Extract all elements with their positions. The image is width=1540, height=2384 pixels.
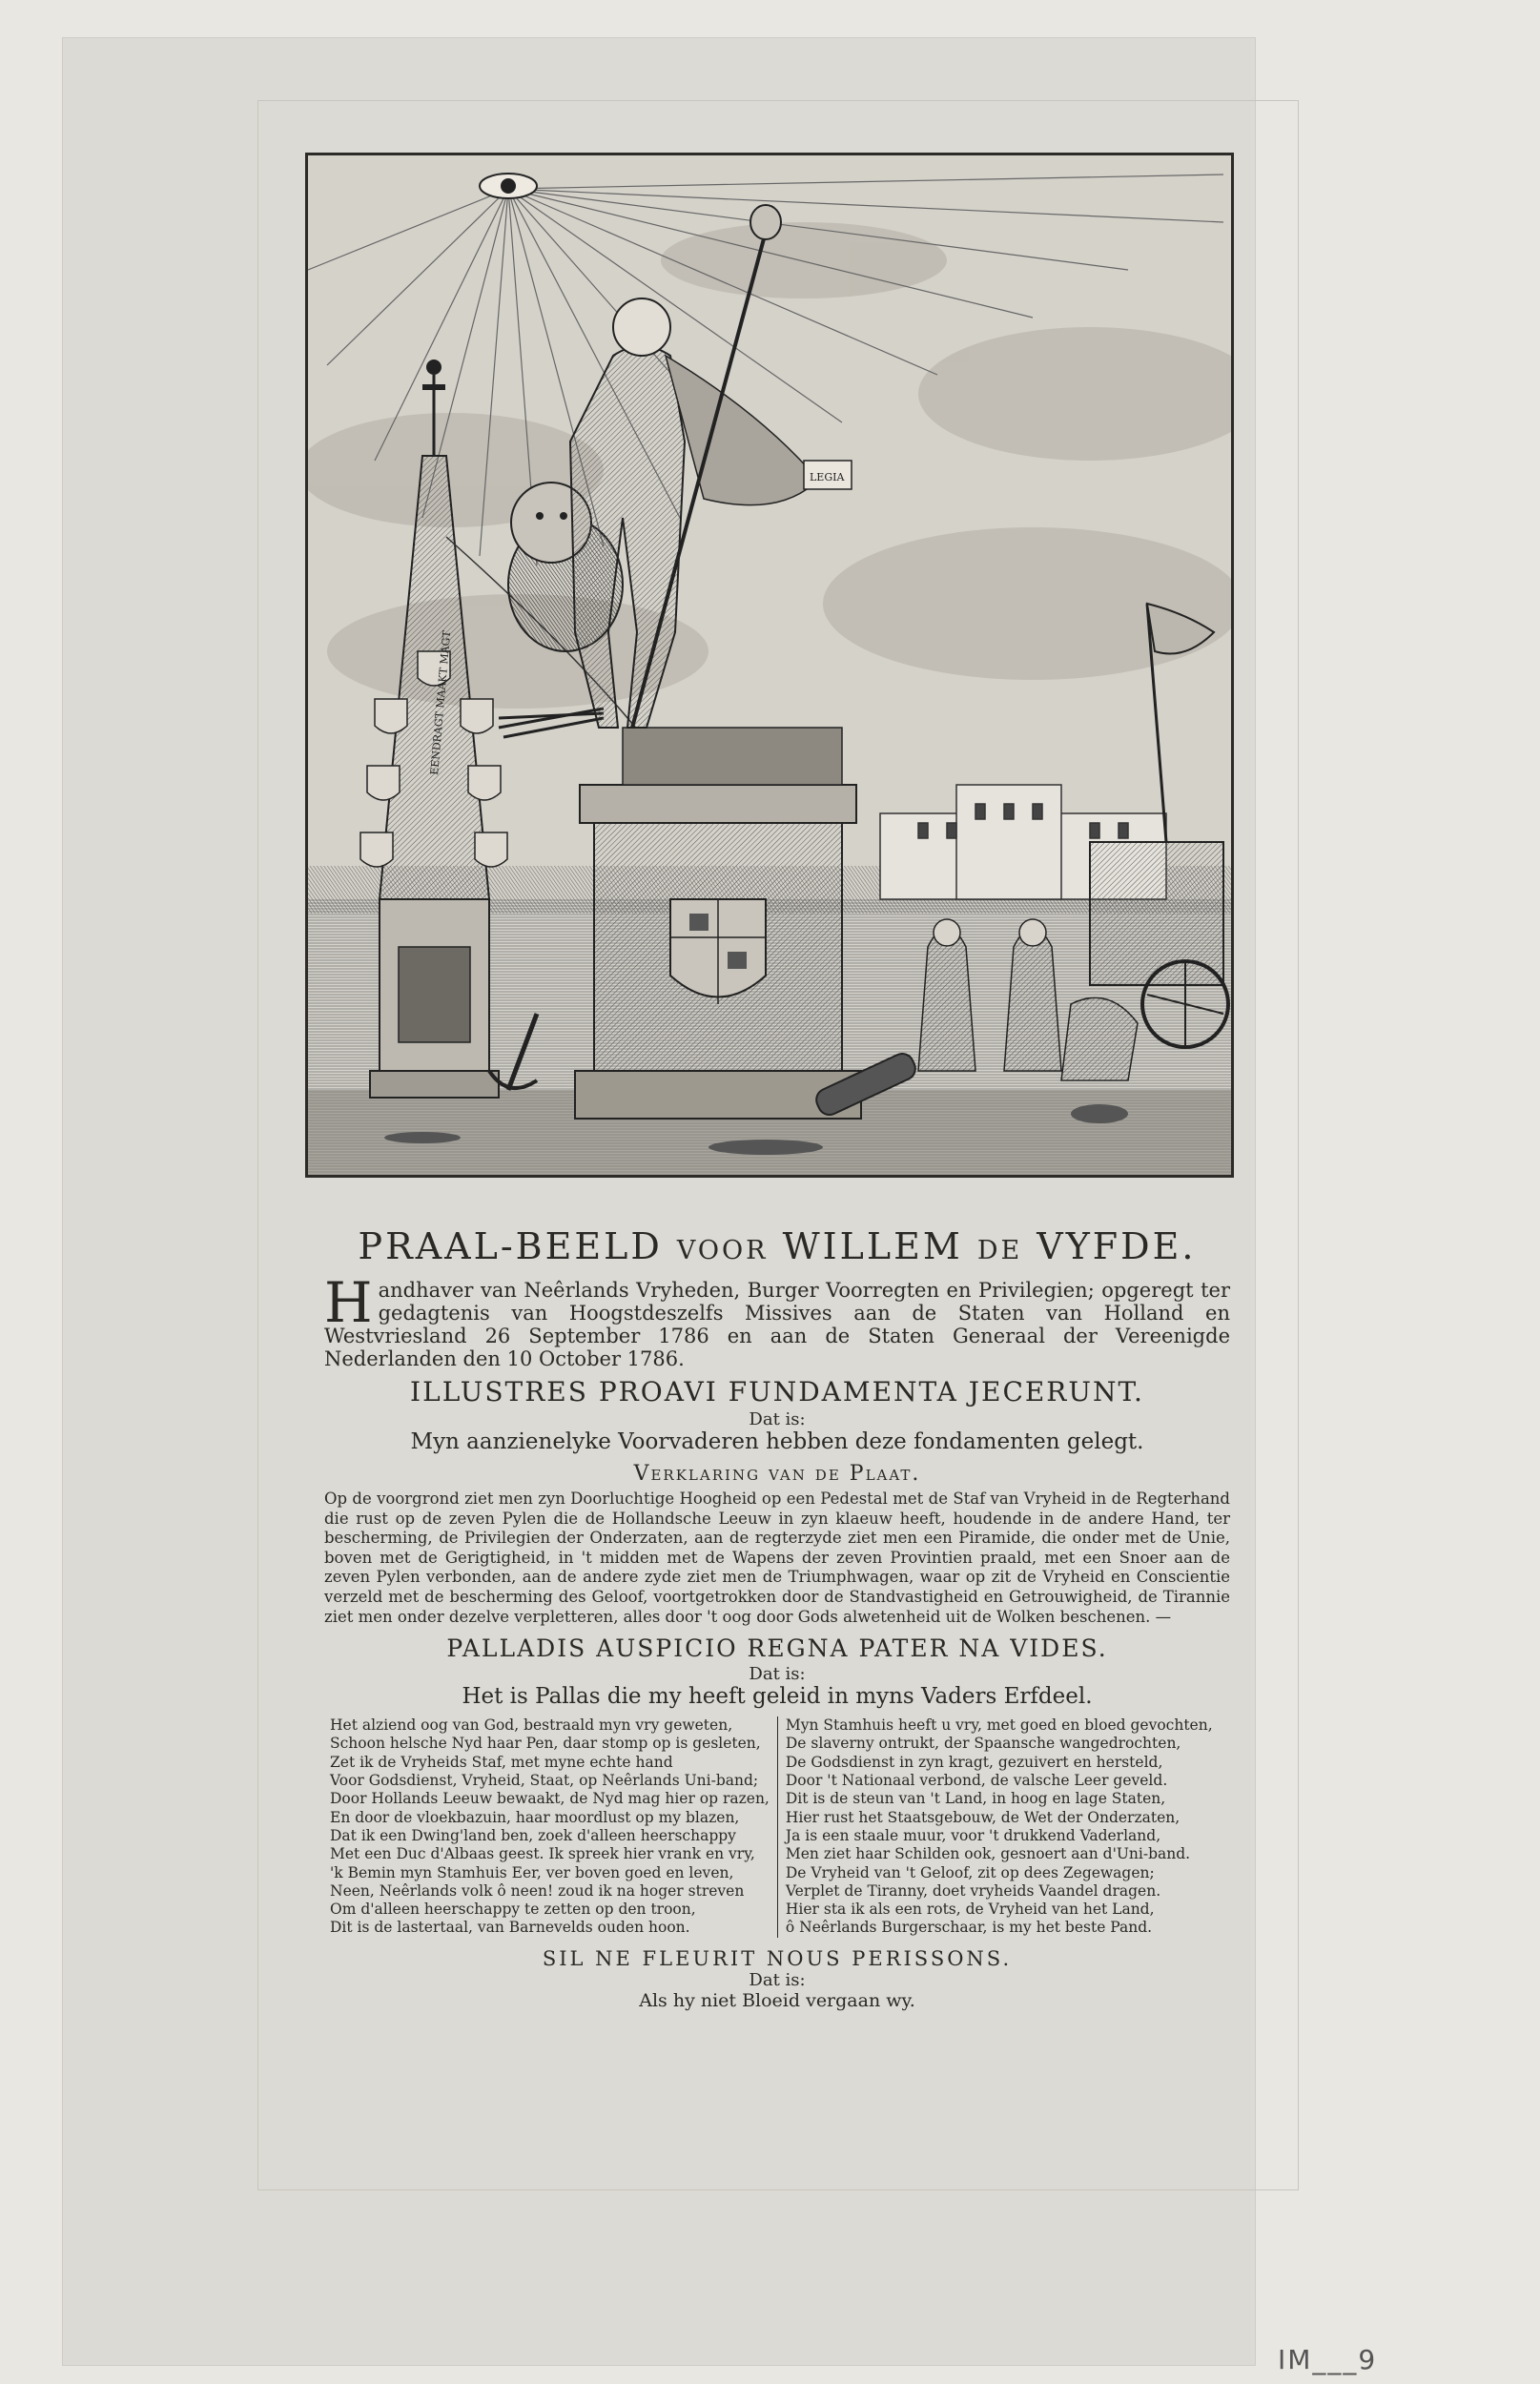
explanation-text: Op de voorgrond ziet men zyn Doorluchtige Hoogheid op een Pedestal met de Staf van Vryheid in de Regterhand die rust op de zeven Pylen die de Hollandsche Leeuw in zyn klaeuw heeft, houdende in de andere Hand, ter bescherming, de Privilegien der Onderzaten, aan de regterzyde ziet men een Piramide, die onder met de Unie, boven met de Gerigtigheid, in 't midden met de Wapens der zeven Provintien praald, met een Snoer aan de zeven Pylen verbonden, aan de andere zyde ziet men de Triumphwagen, waar op zit de Vryheid en Conscientie verzeld met de bescherming des Geloof, voortgetrokken door de Standvastigheid en Getrouwigheid, de Tirannie ziet men onder dezelve verpletteren, alles door 't oog door Gods alwetenheid uit de Wolken beschenen. — — [324, 1490, 1230, 1626]
poem-line: Ja is een staale muur, voor 't drukkend Vaderland, — [785, 1826, 1161, 1844]
obelisk-inscription: EENDRAGT MAAKT MAGT — [428, 629, 454, 776]
poem-line: Dit is de steun van 't Land, in hoog en lage Staten, — [785, 1790, 1166, 1808]
pedestal — [575, 785, 861, 1119]
poem — [322, 1716, 1232, 1938]
poem-line: Schoon helsche Nyd haar Pen, daar stomp op is gesleten, — [330, 1735, 761, 1753]
poem-line: ô Neêrlands Burgerschaar, is my het beste Pand. — [785, 1919, 1153, 1937]
poem-line: Myn Stamhuis heeft u vry, met goed en bloed gevochten, — [785, 1716, 1213, 1735]
intro-paragraph — [324, 1270, 1230, 1370]
dat-is-label-3: Dat is: — [749, 1969, 806, 1990]
poem-line: Men ziet haar Schilden ook, gesnoert aan d'Uni-band. — [785, 1845, 1191, 1863]
intro-text: andhaver van Neêrlands Vryheden, Burger Voorregten en Privilegien; opgeregt ter gedagtenis van Hoogstdeszelfs Missives aan de Staten van Holland en Westvriesland 26 September 1786 en aan de Staten Generaal der Vereenigde Nederlanden den 10 October 1786. — [324, 1279, 1230, 1370]
poem-line: Door Hollands Leeuw bewaakt, de Nyd mag hier op razen, — [330, 1790, 770, 1808]
poem-line: Voor Godsdienst, Vryheid, Staat, op Neêrlands Uni-band; — [330, 1772, 759, 1790]
poem-left-column — [322, 1716, 778, 1938]
engraving-illustration — [305, 153, 1234, 1178]
poem-line: Hier rust het Staatsgebouw, de Wet der Onderzaten, — [785, 1808, 1181, 1826]
poem-right-column — [778, 1716, 1232, 1938]
print-title: PRAAL-BEELD voor WILLEM de VYFDE. — [358, 1225, 1197, 1267]
poem-line: Door 't Nationaal verbond, de valsche Leer geveld. — [785, 1772, 1168, 1790]
second-latin-motto: PALLADIS AUSPICIO REGNA PATER NA VIDES. — [446, 1634, 1108, 1663]
privilege-plaque: LEGIA — [810, 471, 845, 483]
poem-line: Dat ik een Dwing'land ben, zoek d'alleen heerschappy — [330, 1826, 736, 1844]
poem-line: Dit is de lastertaal, van Barnevelds ouden hoon. — [330, 1919, 690, 1937]
dat-is-label-2: Dat is: — [749, 1664, 806, 1685]
final-translation: Als hy niet Bloeid vergaan wy. — [639, 1989, 915, 2011]
poem-line: Om d'alleen heerschappy te zetten op den troon, — [330, 1901, 696, 1919]
latin-motto: ILLUSTRES PROAVI FUNDAMENTA JECERUNT. — [410, 1376, 1144, 1408]
eye-icon — [480, 174, 537, 198]
explanation-heading: Verklaring van de Plaat. — [633, 1462, 921, 1486]
handwritten-inventory-note: IM___9 — [1278, 2344, 1378, 2375]
caption-text — [305, 1225, 1249, 2011]
poem-line: Neen, Neêrlands volk ô neen! zoud ik na hoger streven — [330, 1881, 745, 1900]
poem-line: De Vryheid van 't Geloof, zit op dees Zegewagen; — [785, 1863, 1155, 1881]
dat-is-label: Dat is: — [749, 1409, 806, 1429]
poem-line: Zet ik de Vryheids Staf, met myne echte hand — [330, 1753, 673, 1771]
poem-line: De Godsdienst in zyn kragt, gezuivert en hersteld, — [785, 1753, 1163, 1771]
second-dutch-translation: Het is Pallas die my heeft geleid in myns Vaders Erfdeel. — [462, 1684, 1093, 1710]
final-motto: SIL NE FLEURIT NOUS PERISSONS. — [542, 1946, 1013, 1970]
poem-line: Met een Duc d'Albaas geest. Ik spreek hier vrank en vry, — [330, 1845, 755, 1863]
poem-line: De slaverny ontrukt, der Spaansche wangedrochten, — [785, 1735, 1181, 1753]
poem-line: Hier sta ik als een rots, de Vryheid van het Land, — [785, 1901, 1155, 1919]
poem-line: En door de vloekbazuin, haar moordlust op my blazen, — [330, 1808, 740, 1826]
poem-line: 'k Bemin myn Stamhuis Eer, ver boven goed en leven, — [330, 1863, 734, 1881]
poem-line: Verplet de Tiranny, doet vryheids Vaandel dragen. — [785, 1881, 1161, 1900]
drop-cap: H — [324, 1270, 373, 1335]
dutch-translation: Myn aanzienelyke Voorvaderen hebben deze fondamenten gelegt. — [410, 1429, 1144, 1454]
poem-line: Het alziend oog van God, bestraald myn vry geweten, — [330, 1716, 733, 1735]
engraving-svg — [308, 155, 1231, 1175]
